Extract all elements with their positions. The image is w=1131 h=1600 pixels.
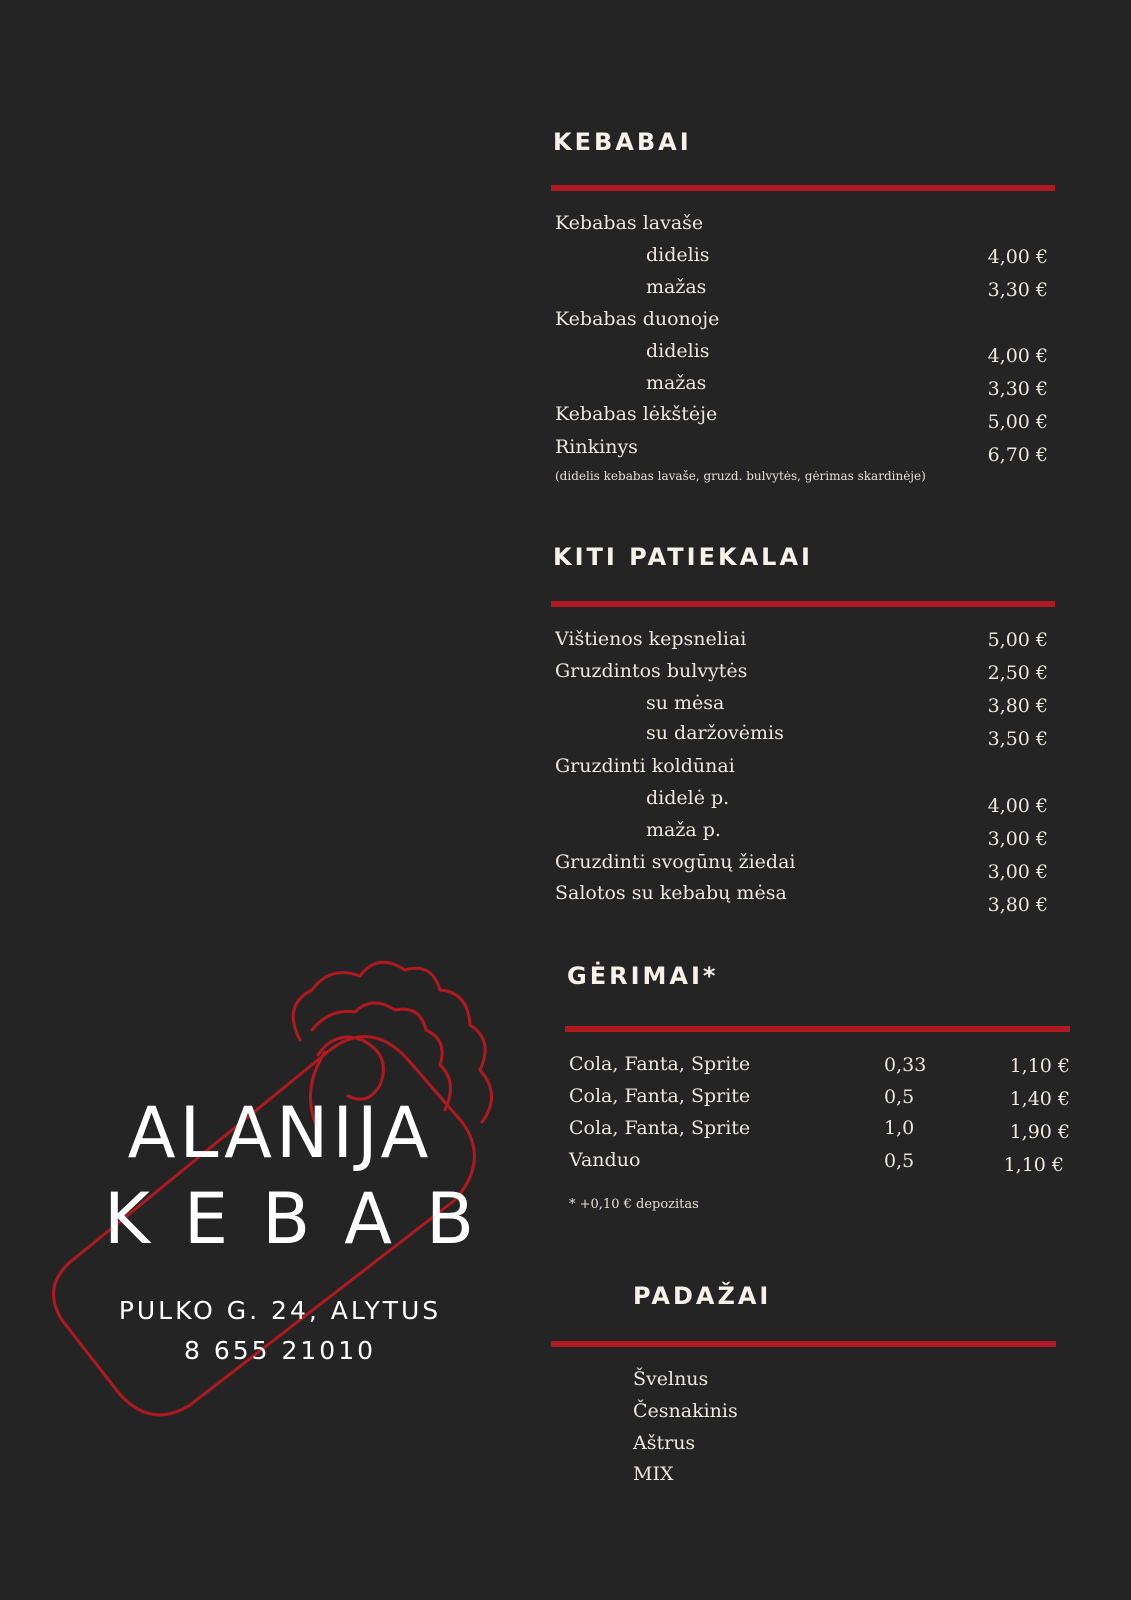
- menu-item-name: Kebabas lavaše: [555, 212, 704, 234]
- menu-item-price: 2,50 €: [987, 662, 1048, 684]
- drink-size: 1,0: [884, 1117, 915, 1139]
- menu-item-price: 4,00 €: [987, 795, 1048, 817]
- section-divider: [565, 1026, 1070, 1032]
- sauce-item: MIX: [633, 1463, 674, 1485]
- drink-name: Vanduo: [569, 1149, 641, 1171]
- address: PULKO G. 24, ALYTUS: [118, 1296, 442, 1325]
- sauce-item: Švelnus: [633, 1368, 709, 1390]
- menu-item-price: 3,00 €: [987, 861, 1048, 883]
- menu-item-name: Kebabas lėkštėje: [555, 403, 718, 425]
- menu-item-name: Salotos su kebabų mėsa: [555, 882, 787, 904]
- section-title-padazai: PADAŽAI: [633, 1282, 772, 1310]
- menu-item-name: didelis: [646, 244, 710, 266]
- menu-item-price: 3,30 €: [987, 279, 1048, 301]
- menu-item-price: 5,00 €: [987, 629, 1048, 651]
- deposit-note: * +0,10 € depozitas: [569, 1197, 699, 1212]
- menu-item-price: 3,80 €: [987, 695, 1048, 717]
- section-title-kiti-patiekalai: KITI PATIEKALAI: [553, 543, 813, 571]
- drink-size: 0,5: [884, 1086, 915, 1108]
- drink-name: Cola, Fanta, Sprite: [569, 1085, 751, 1107]
- sauce-item: Aštrus: [633, 1432, 696, 1454]
- menu-item-price: 3,30 €: [987, 378, 1048, 400]
- menu-item-price: 3,50 €: [987, 728, 1048, 750]
- section-divider: [551, 185, 1055, 191]
- sauce-item: Česnakinis: [633, 1400, 738, 1422]
- menu-item-price: 6,70 €: [987, 444, 1048, 466]
- menu-item-name: su daržovėmis: [646, 722, 784, 744]
- menu-item-name: didelė p.: [646, 787, 730, 809]
- menu-item-name: Gruzdinti svogūnų žiedai: [555, 851, 796, 873]
- menu-item-name: su mėsa: [646, 692, 725, 714]
- menu-item-name: Gruzdinti koldūnai: [555, 755, 735, 777]
- drink-price: 1,90 €: [1009, 1121, 1070, 1143]
- menu-item-price: 5,00 €: [987, 411, 1048, 433]
- menu-item-name: mažas: [646, 276, 707, 298]
- drink-price: 1,40 €: [1009, 1088, 1070, 1110]
- menu-item-name: Vištienos kepsneliai: [555, 628, 747, 650]
- drink-size: 0,33: [884, 1054, 927, 1076]
- menu-item-price: 4,00 €: [987, 246, 1048, 268]
- drink-size: 0,5: [884, 1150, 915, 1172]
- menu-item-price: 3,00 €: [987, 828, 1048, 850]
- drink-price: 1,10 €: [1009, 1055, 1070, 1077]
- phone-number: 8 655 21010: [183, 1336, 377, 1365]
- section-divider: [551, 601, 1055, 607]
- drink-name: Cola, Fanta, Sprite: [569, 1053, 751, 1075]
- menu-item-name: Gruzdintos bulvytės: [555, 660, 748, 682]
- menu-item-name: Rinkinys: [555, 436, 638, 458]
- menu-item-name: mažas: [646, 372, 707, 394]
- menu-item-price: 4,00 €: [987, 345, 1048, 367]
- menu-item-name: didelis: [646, 340, 710, 362]
- section-title-gerimai: GĖRIMAI*: [567, 962, 719, 990]
- menu-item-name: maža p.: [646, 819, 721, 841]
- brand-name-line2: KEBAB: [104, 1178, 509, 1260]
- menu-item-name: Kebabas duonoje: [555, 308, 720, 330]
- brand-name-line1: ALANIJA: [127, 1092, 433, 1174]
- section-divider: [551, 1341, 1056, 1347]
- menu-item-note: (didelis kebabas lavaše, gruzd. bulvytės, gėrimas skardinėje): [555, 469, 926, 483]
- section-title-kebabai: KEBABAI: [553, 128, 692, 156]
- drink-name: Cola, Fanta, Sprite: [569, 1117, 751, 1139]
- drink-price: 1,10 €: [1003, 1154, 1064, 1176]
- menu-item-price: 3,80 €: [987, 894, 1048, 916]
